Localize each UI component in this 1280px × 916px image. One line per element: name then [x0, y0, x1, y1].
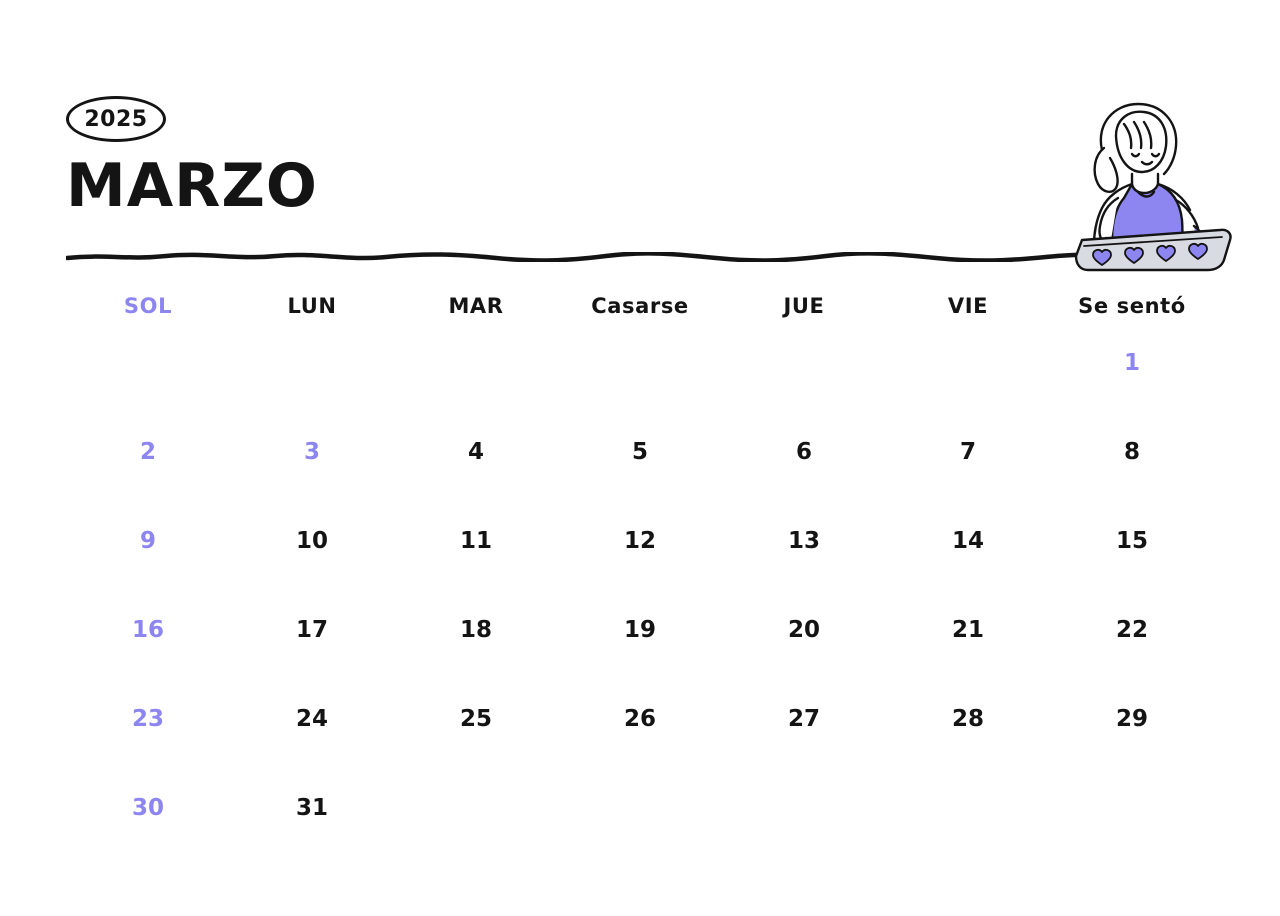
header-divider: [66, 252, 1214, 262]
week-row: [66, 775, 1214, 864]
day-cell: 1: [1123, 350, 1140, 376]
weekday-header-row: [66, 288, 1214, 330]
page-title: MARZO: [66, 151, 318, 221]
day-cell: 8: [1123, 439, 1140, 465]
day-cell: 12: [623, 528, 656, 554]
day-cell: 2: [139, 439, 156, 465]
day-cell: 15: [1115, 528, 1148, 554]
day-cell: 13: [787, 528, 820, 554]
day-cell: 17: [295, 617, 328, 643]
day-cell: [66, 330, 230, 419]
week-row: [66, 597, 1214, 686]
day-cell: [722, 775, 886, 864]
day-cell: [886, 775, 1050, 864]
day-cell: 18: [459, 617, 492, 643]
weekday-sun: SOL: [123, 294, 173, 318]
day-cell: [558, 330, 722, 419]
day-cell: 19: [623, 617, 656, 643]
week-row: [66, 330, 1214, 419]
day-cell: 4: [467, 439, 484, 465]
week-row: [66, 508, 1214, 597]
day-cell: 20: [787, 617, 820, 643]
day-cell: [558, 775, 722, 864]
calendar-header: [66, 96, 1214, 221]
day-cell: 24: [295, 706, 328, 732]
day-cell: 14: [951, 528, 984, 554]
day-cell: 23: [131, 706, 164, 732]
day-cell: 29: [1115, 706, 1148, 732]
day-cell: 26: [623, 706, 656, 732]
day-cell: [1050, 775, 1214, 864]
day-cell: 7: [959, 439, 976, 465]
day-cell: 28: [951, 706, 984, 732]
weekday-fri: VIE: [947, 294, 989, 318]
day-cell: 31: [295, 795, 328, 821]
week-row: [66, 686, 1214, 775]
day-cell: 6: [795, 439, 812, 465]
day-cell: 11: [459, 528, 492, 554]
day-cell: 30: [131, 795, 164, 821]
day-cell: 10: [295, 528, 328, 554]
weekday-tue: MAR: [448, 294, 504, 318]
day-cell: [230, 330, 394, 419]
day-cell: 3: [303, 439, 320, 465]
weekday-thu: JUE: [783, 294, 825, 318]
day-cell: 25: [459, 706, 492, 732]
day-cell: 22: [1115, 617, 1148, 643]
day-cell: 9: [139, 528, 156, 554]
calendar-grid: [66, 288, 1214, 864]
weekday-wed: Casarse: [591, 294, 689, 318]
year-badge: 2025: [66, 96, 166, 142]
day-cell: [886, 330, 1050, 419]
day-cell: 27: [787, 706, 820, 732]
weekday-mon: LUN: [287, 294, 337, 318]
day-cell: 5: [631, 439, 648, 465]
day-cell: 16: [131, 617, 164, 643]
day-cell: 21: [951, 617, 984, 643]
day-cell: [394, 775, 558, 864]
weekday-sat: Se sentó: [1078, 294, 1186, 318]
week-row: [66, 419, 1214, 508]
day-cell: [722, 330, 886, 419]
day-cell: [394, 330, 558, 419]
